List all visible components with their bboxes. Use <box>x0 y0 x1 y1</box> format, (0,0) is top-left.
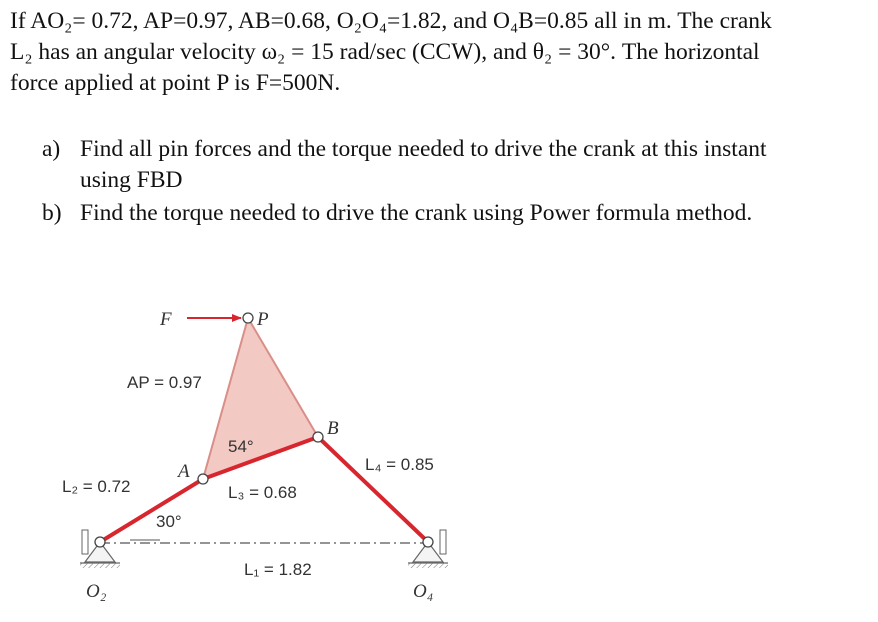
label-l1-length: L₁ = 1.82 <box>244 560 312 579</box>
statement-line-1: If AO₂= 0.72, AP=0.97, AB=0.68, O₂O₄=1.82, and O₄B=0.85 all in m. The crank <box>10 8 772 34</box>
part-a-line-1: Find all pin forces and the torque needed to drive the crank at this instant <box>80 136 767 162</box>
ground-pivot-o4 <box>408 530 448 568</box>
link-l4-rocker <box>318 437 428 542</box>
label-l2-length: L₂ = 0.72 <box>62 477 131 496</box>
label-joint-a: A <box>178 461 190 482</box>
joint-a <box>198 474 208 484</box>
label-point-p: P <box>257 309 269 330</box>
point-p <box>243 313 253 323</box>
part-b-text: Find the torque needed to drive the crank using Power formula method. <box>80 200 753 226</box>
label-angle-54: 54° <box>228 437 254 456</box>
label-pivot-o4: O₄ <box>413 581 434 602</box>
label-joint-b: B <box>327 418 339 439</box>
part-a-line-2: using FBD <box>80 167 183 193</box>
label-l4-length: L₄ = 0.85 <box>365 455 434 474</box>
coupler-link-triangle <box>203 318 318 479</box>
statement-line-3: force applied at point P is F=500N. <box>10 70 341 96</box>
part-b-marker: b) <box>42 200 62 226</box>
label-ap-length: AP = 0.97 <box>127 373 202 392</box>
label-force-f: F <box>160 309 172 330</box>
statement-line-2: L₂ has an angular velocity ω₂ = 15 rad/sec (CCW), and θ₂ = 30°. The horizontal <box>10 39 760 65</box>
label-l3-length: L₃ = 0.68 <box>228 483 297 502</box>
part-a-marker: a) <box>42 136 61 162</box>
label-angle-30: 30° <box>156 512 182 531</box>
joint-b <box>313 432 323 442</box>
label-pivot-o2: O₂ <box>86 581 107 602</box>
